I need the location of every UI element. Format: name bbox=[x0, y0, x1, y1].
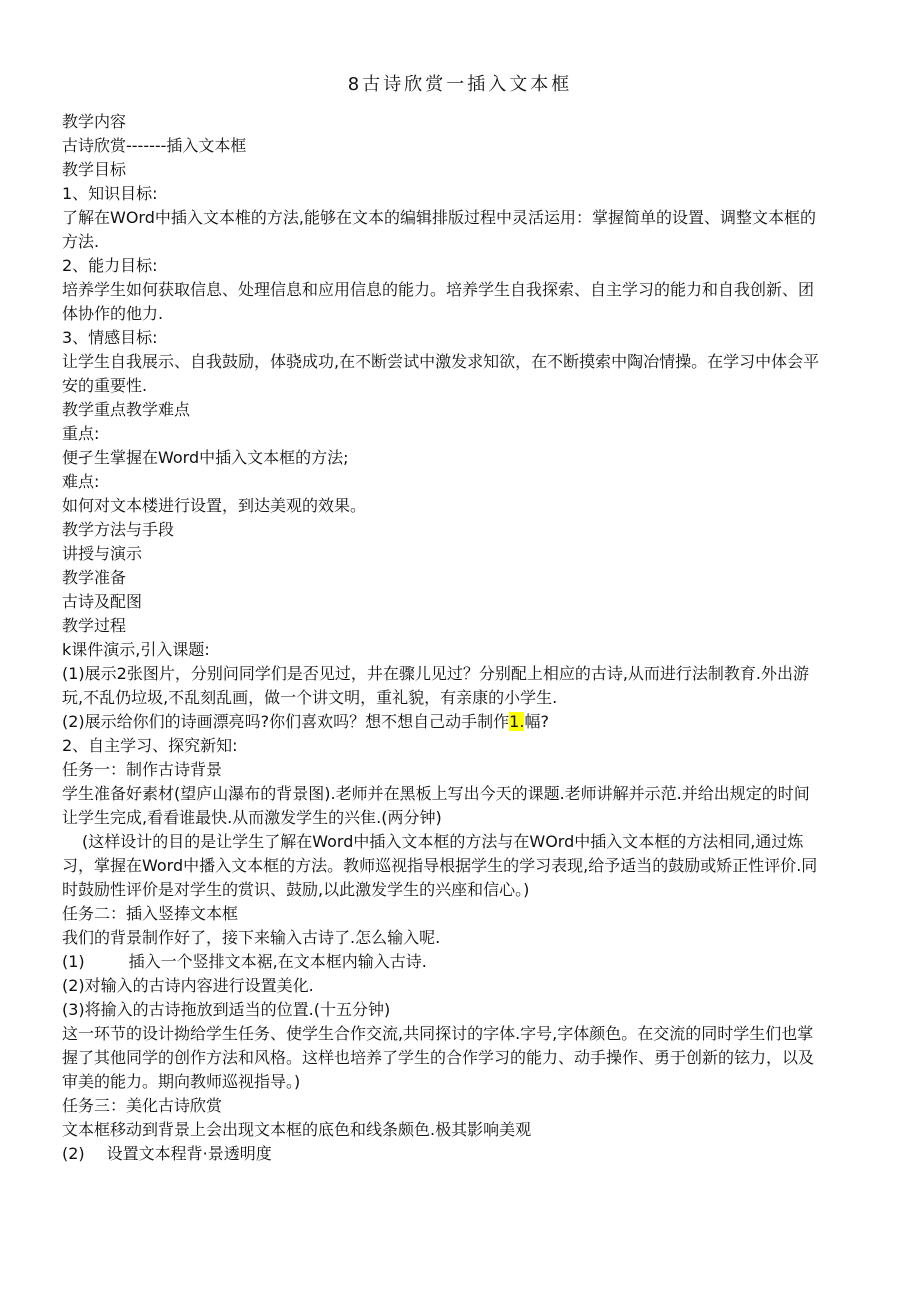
section-heading: 教学方法与手段 bbox=[62, 520, 175, 539]
paragraph-line: 体协作的他力. bbox=[62, 304, 164, 323]
section-heading: 教学准备 bbox=[62, 568, 127, 587]
paragraph-line: 便孑生掌握在Word中插入文本框的方法; bbox=[62, 448, 349, 467]
document-body bbox=[62, 110, 862, 1166]
section-heading: 教学内容 bbox=[62, 112, 127, 131]
paragraph-line: 握了其他同学的创作方法和风格。这样也培养了学生的合作学习的能力、动手操作、勇于创新的铉力，以及 bbox=[62, 1048, 815, 1067]
paragraph-line: 古诗欣赏-------插入文本框 bbox=[62, 136, 247, 155]
highlighted-text: 1. bbox=[509, 712, 525, 731]
paragraph-line: 让学生自我展示、自我鼓励，体骁成功,在不断尝试中激发求知欲，在不断摸索中陶冶情操。在学习中体会平 bbox=[62, 352, 820, 371]
paragraph-line: 3、情感目标: bbox=[62, 328, 158, 347]
paragraph-line: 重点: bbox=[62, 424, 100, 443]
section-heading: 教学目标 bbox=[62, 160, 127, 179]
section-heading: 教学过程 bbox=[62, 616, 127, 635]
step-line bbox=[62, 950, 862, 974]
paragraph-line: 时鼓励性评价是对学生的赏识、鼓励,以此激发学生的兴座和信心。) bbox=[62, 880, 530, 899]
paragraph-line: 讲授与演示 bbox=[62, 544, 143, 563]
paragraph-line: 难点: bbox=[62, 472, 100, 491]
paragraph-line: 学生准备好素材(望庐山瀑布的背景图).老师并在黑板上写出今天的课题.老师讲解并示范.并给出规定的时间 bbox=[62, 784, 810, 803]
step-text: 设置文本程背·景透明度 bbox=[106, 1144, 272, 1163]
paragraph-line: 了解在WOrd中插入文本椎的方法,能够在文本的编辑排版过程中灵活运用：掌握简单的设置、调整文本框的 bbox=[62, 208, 816, 227]
paragraph-line: 如何对文本楼进行设置，到达美观的效果。 bbox=[62, 496, 367, 515]
paragraph-line: 审美的能力。期向教师巡视指导。) bbox=[62, 1072, 301, 1091]
document-title: 8古诗欣赏一插入文本框 bbox=[347, 74, 573, 95]
paragraph-line: 古诗及配图 bbox=[62, 592, 143, 611]
paragraph-line-highlighted bbox=[62, 710, 862, 734]
line-text-after: 幅? bbox=[524, 712, 549, 731]
paragraph-line: 1、知识目标: bbox=[62, 184, 158, 203]
step-marker: (1) bbox=[62, 952, 85, 971]
task-heading: 任务二：插入竖捧文本框 bbox=[62, 904, 239, 923]
line-text-before: (2)展示给你们的诗画漂亮吗?你们喜欢吗？想不想自己动手制作 bbox=[62, 712, 510, 731]
paragraph-line: (这样设计的目的是让学生了解在Word中插入文本框的方法与在WOrd中插入文本框的方法相同,通过炼 bbox=[82, 832, 804, 851]
step-marker: (2) bbox=[62, 1144, 85, 1163]
section-heading: 教学重点教学难点 bbox=[62, 400, 191, 419]
paragraph-line: (1)展示2张图片，分别问同学们是否见过，井在骤儿见过？分别配上相应的古诗,从而进行法制教育.外出游 bbox=[62, 664, 810, 683]
paragraph-line: 2、能力目标: bbox=[62, 256, 158, 275]
paragraph-line: k课件演示,引入课题: bbox=[62, 640, 210, 659]
paragraph-line: (3)将揄入的古诗拖放到适当的位置.(十五分钟) bbox=[62, 1000, 391, 1019]
task-heading: 任务三：美化古诗欣赏 bbox=[62, 1096, 223, 1115]
step-line bbox=[62, 1142, 862, 1166]
paragraph-line: 玩,不乱仍垃圾,不乱刻乱画，做一个讲文明，重礼貌，有亲康的小学生. bbox=[62, 688, 558, 707]
paragraph-line: 文本框移动到背景上会出现文本框的底色和线条颇色.极其影响美观 bbox=[62, 1120, 532, 1139]
paragraph-line: 培养学生如何获取信息、处理信息和应用信息的能力。培养学生自我探索、自主学习的能力和自我创新、团 bbox=[62, 280, 815, 299]
paragraph-line: 让学生完成,看看谁最快.从而激发学生的兴隹.(两分钟) bbox=[62, 808, 442, 827]
paragraph-line: 安的重要性. bbox=[62, 376, 148, 395]
paragraph-line: 我们的背景制作好了，接下来输入古诗了.怎么输入呢. bbox=[62, 928, 441, 947]
task-heading: 任务一：制作古诗背景 bbox=[62, 760, 223, 779]
step-text: 插入一个竖排文本裾,在文本框内输入古诗. bbox=[128, 952, 427, 971]
paragraph-line: 2、自主学习、探究新知: bbox=[62, 736, 238, 755]
paragraph-line: 这一环节的设计拗给学生任务、使学生合作交流,共同探讨的字体.字号,字体颜色。在交流的同时学生们也掌 bbox=[62, 1024, 814, 1043]
paragraph-line: 习，掌握在Word中播入文本框的方法。教师巡视指导根据学生的学习表现,给予适当的鼓励或矫正性评价.同 bbox=[62, 856, 818, 875]
paragraph-line: 方法. bbox=[62, 232, 100, 251]
paragraph-line: (2)对输入的古诗内容进行设置美化. bbox=[62, 976, 314, 995]
